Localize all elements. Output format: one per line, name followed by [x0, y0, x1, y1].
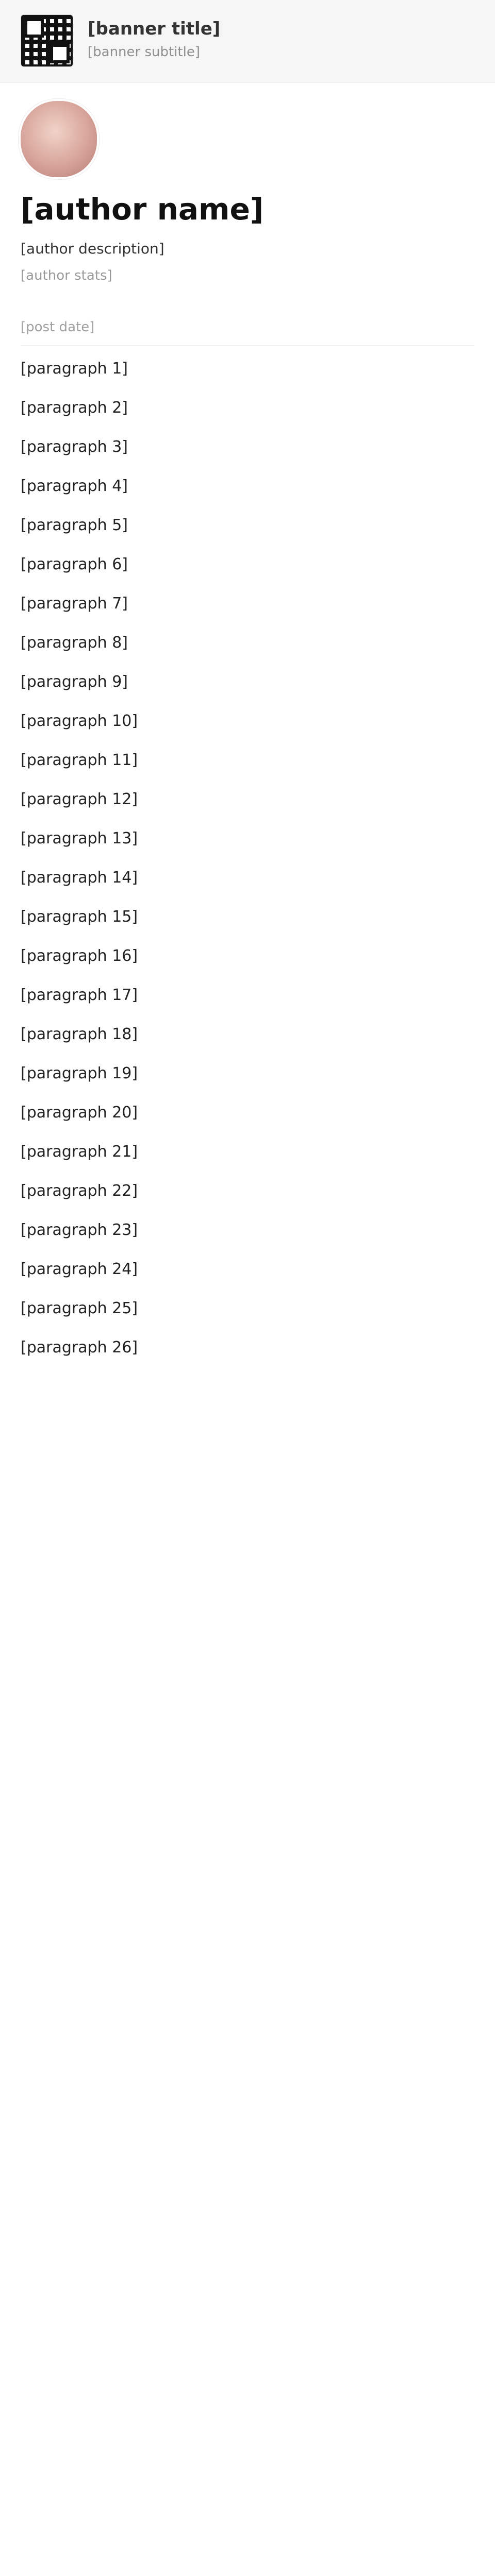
- post-paragraph: [paragraph 15]: [21, 908, 138, 926]
- post-paragraph: [paragraph 17]: [21, 986, 138, 1004]
- post-paragraph: [paragraph 4]: [21, 477, 128, 495]
- post-paragraph: [paragraph 14]: [21, 869, 138, 887]
- qr-code-icon[interactable]: [21, 14, 73, 67]
- avatar[interactable]: [19, 99, 99, 179]
- post-paragraph: [paragraph 16]: [21, 947, 138, 965]
- post-paragraph: [paragraph 26]: [21, 1338, 138, 1357]
- post-paragraph: [paragraph 3]: [21, 438, 128, 456]
- post-paragraph: [paragraph 1]: [21, 360, 128, 378]
- post-paragraph: [paragraph 11]: [21, 751, 138, 769]
- post-paragraph: [paragraph 25]: [21, 1299, 138, 1317]
- qr-banner[interactable]: [0, 0, 495, 83]
- post-paragraph: [paragraph 12]: [21, 790, 138, 808]
- post-paragraph: [paragraph 13]: [21, 829, 138, 848]
- post-paragraph: [paragraph 20]: [21, 1104, 138, 1122]
- author-name[interactable]: [author name]: [21, 192, 264, 227]
- post-paragraph: [paragraph 7]: [21, 595, 128, 613]
- post-content: [21, 355, 474, 2576]
- post-paragraph: [paragraph 9]: [21, 673, 128, 691]
- post-paragraph: [paragraph 6]: [21, 555, 128, 573]
- post-paragraph: [paragraph 24]: [21, 1260, 138, 1278]
- post-paragraph: [paragraph 19]: [21, 1064, 138, 1082]
- author-description: [author description]: [21, 240, 164, 257]
- divider: [21, 345, 474, 346]
- post-paragraph: [paragraph 21]: [21, 1143, 138, 1161]
- banner-subtitle: [banner subtitle]: [88, 44, 200, 60]
- author-stats: [author stats]: [21, 268, 112, 283]
- banner-title: [banner title]: [88, 19, 221, 39]
- post-paragraph: [paragraph 18]: [21, 1025, 138, 1043]
- post-paragraph: [paragraph 5]: [21, 516, 128, 534]
- post-paragraph: [paragraph 2]: [21, 399, 128, 417]
- post-paragraph: [paragraph 8]: [21, 634, 128, 652]
- post-paragraph: [paragraph 22]: [21, 1182, 138, 1200]
- post-paragraph: [paragraph 23]: [21, 1221, 138, 1239]
- post-paragraph: [paragraph 10]: [21, 712, 138, 730]
- post-date: [post date]: [21, 319, 95, 335]
